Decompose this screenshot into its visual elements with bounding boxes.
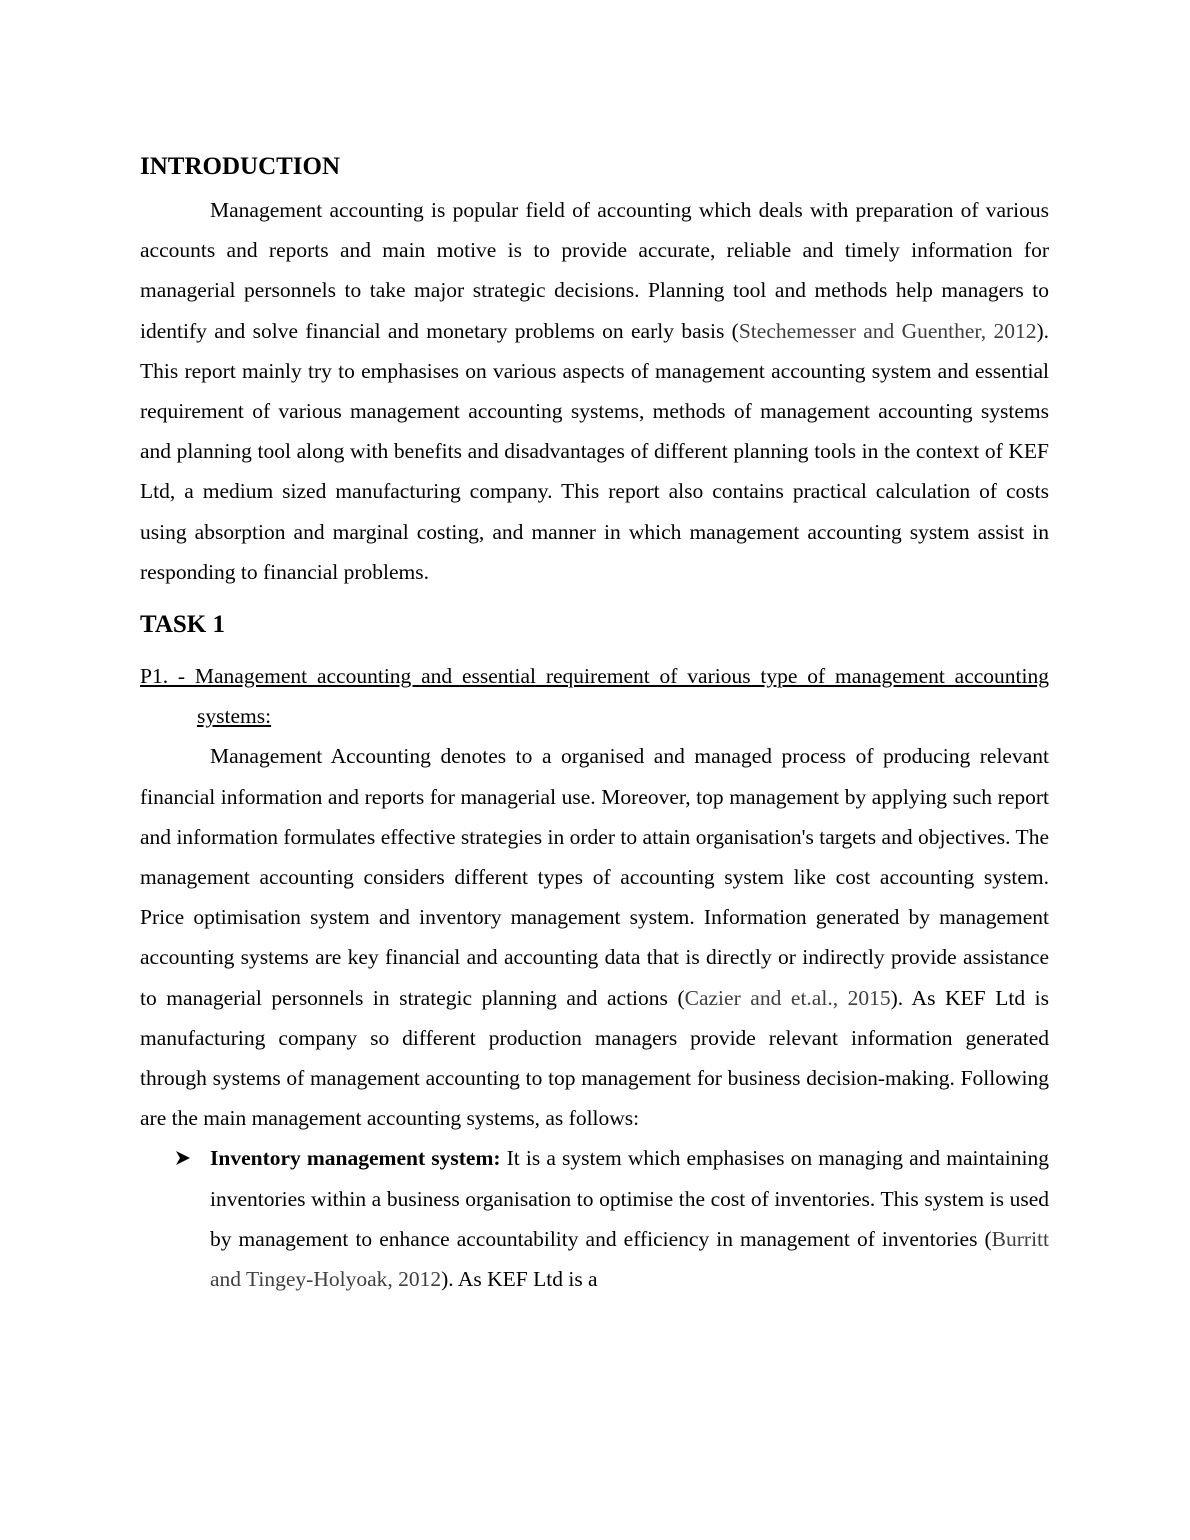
task1-text-part1: Management Accounting denotes to a organised and managed process of producing relevant financial information and reports for managerial use. Moreover, top management by applying such report and information formulates effective strategies in order to attain organisation's targets and objectives. The management accounting considers different types of accounting system like cost accounting system. Price optimisation system and inventory management system. Information generated by management accounting systems are key financial and accounting data that is directly or indirectly provide assistance to managerial personnels in strategic planning and actions (	[140, 744, 1049, 1010]
task1-paragraph	[140, 736, 1049, 1138]
bullet-citation: Burritt and Tingey-Holyoak, 2012	[210, 1226, 1049, 1292]
intro-citation: Stechemesser and Guenther, 2012	[738, 318, 1037, 343]
p1-subheading: P1. - Management accounting and essential requirement of various type of management accounting systems:	[140, 664, 1049, 729]
bullet-text-part2: ). As KEF Ltd is a	[441, 1267, 598, 1292]
task1-text-part2: ). As KEF Ltd is manufacturing company so different production managers provide relevant information generated through systems of management accounting to top management for business decision-making. Following are the main management accounting systems, as follows:	[140, 985, 1049, 1131]
task1-citation: Cazier and et.al., 2015	[684, 985, 891, 1010]
bullet-title: Inventory management system:	[210, 1146, 501, 1171]
systems-bullet-list	[140, 1138, 1049, 1299]
introduction-paragraph	[140, 190, 1049, 592]
intro-text-part2: ). This report mainly try to emphasises on various aspects of management accounting system and essential requirement of various management accounting systems, methods of management accounting systems and planning tool along with benefits and disadvantages of different planning tools in the context of KEF Ltd, a medium sized manufacturing company. This report also contains practical calculation of costs using absorption and marginal costing, and manner in which management accounting system assist in responding to financial problems.	[140, 318, 1049, 584]
task1-heading: TASK 1	[140, 611, 225, 639]
arrow-bullet-icon	[175, 1150, 191, 1166]
document-page	[140, 150, 1049, 1299]
introduction-heading: INTRODUCTION	[140, 153, 341, 180]
intro-text-part1: Management accounting is popular field of accounting which deals with preparation of various accounts and reports and main motive is to provide accurate, reliable and timely information for managerial personnels to take major strategic decisions. Planning tool and methods help managers to identify and solve financial and monetary problems on early basis (	[140, 198, 1049, 343]
list-item	[140, 1138, 1049, 1299]
bullet-text-part1: It is a system which emphasises on managing and maintaining inventories within a business organisation to optimise the cost of inventories. This system is used by management to enhance accountability and efficiency in management of inventories (	[210, 1146, 1049, 1251]
